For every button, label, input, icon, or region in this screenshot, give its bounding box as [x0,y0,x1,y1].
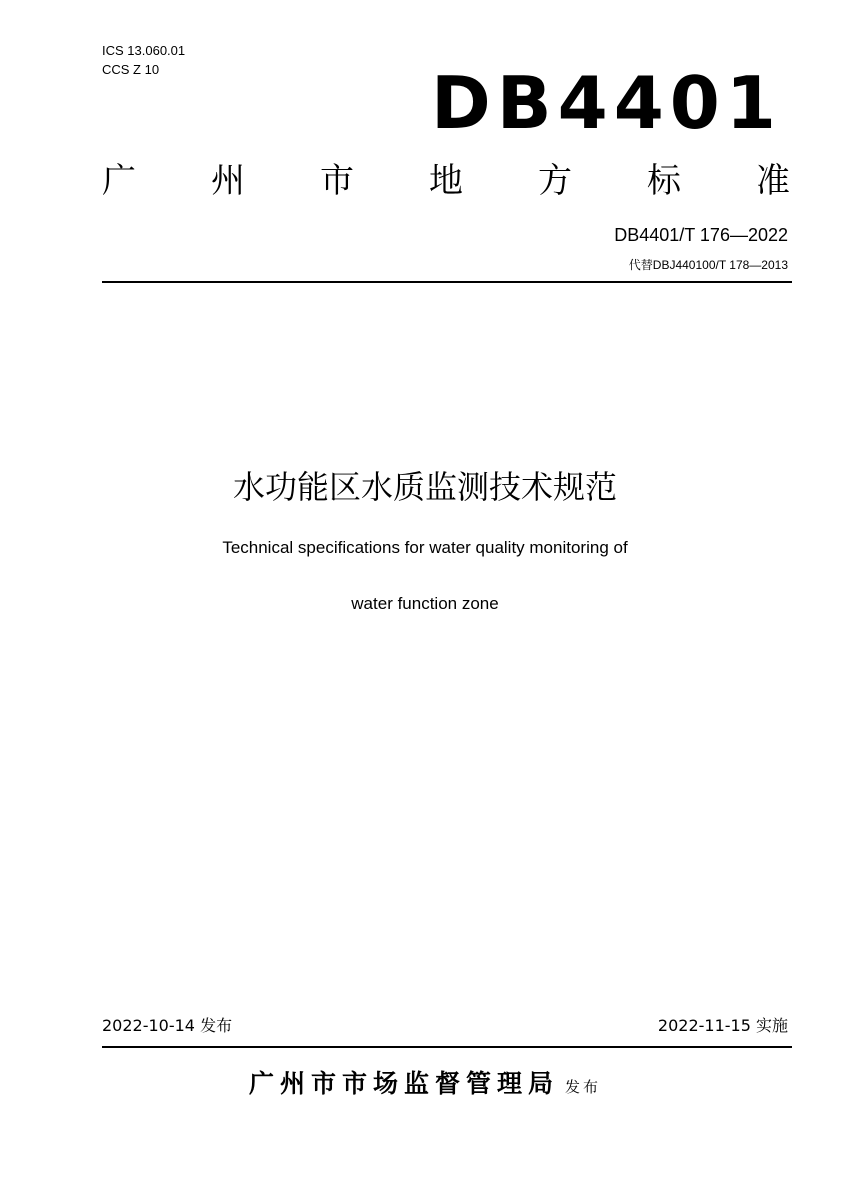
footer-divider [102,1046,792,1048]
category-char: 地 [429,161,463,201]
ics-code: ICS 13.060.01 [102,43,186,58]
issue-date: 2022-10-14 发布 [102,1016,233,1035]
issue-label: 发布 [565,1078,602,1096]
category-char: 准 [756,161,790,201]
category-char: 广 [102,161,136,201]
standard-number: DB4401/T 176—2022 [614,225,788,245]
category-char: 标 [647,161,681,201]
category-char: 市 [320,161,354,201]
document-title-chinese: 水功能区水质监测技术规范 [232,468,617,506]
replaces-standard: 代替DBJ440100/T 178—2013 [628,258,788,272]
standard-code-logo: DB4401 [430,61,782,145]
implementation-date: 2022-11-15 实施 [657,1016,788,1035]
document-title-english-line1: Technical specifications for water quality monitoring of [222,538,628,557]
category-char: 州 [211,161,245,201]
issuing-authority: 广州市市场监督管理局 [248,1069,559,1098]
issuer-line [0,1064,850,1108]
standard-category [102,156,790,206]
document-title-english-line2: water function zone [351,594,499,613]
category-char: 方 [538,161,572,201]
ccs-code: CCS Z 10 [102,62,160,77]
header-divider [102,281,792,283]
